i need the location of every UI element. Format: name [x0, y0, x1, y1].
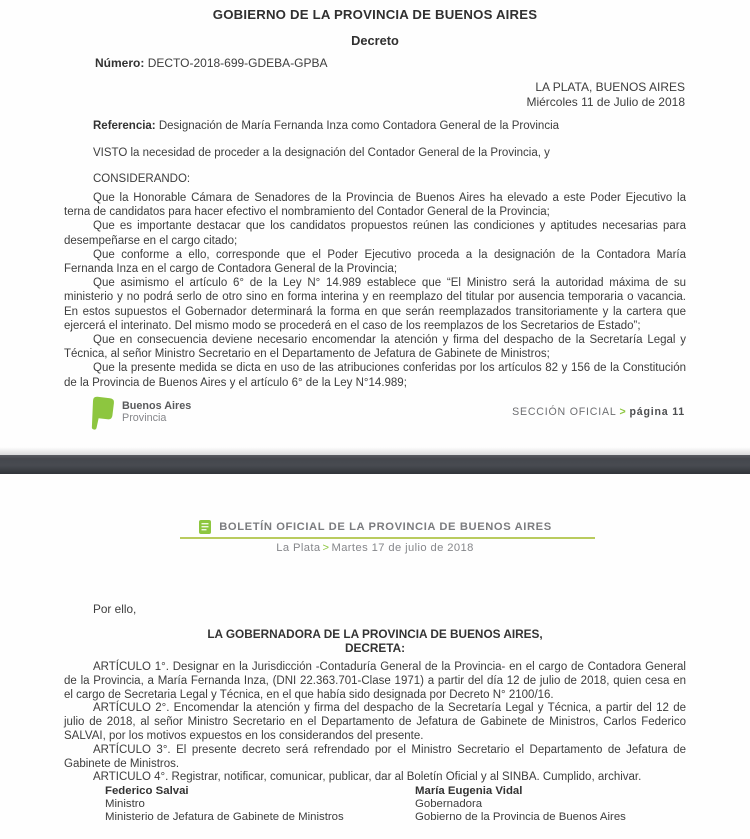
logo-text: [122, 400, 191, 424]
articles-body: [64, 661, 686, 785]
signer-org: Gobierno de la Provincia de Buenos Aires: [415, 811, 626, 823]
place-date-block: [526, 80, 685, 110]
decreta-line2: DECRETA:: [344, 641, 406, 655]
page1-bottom-shadow: [0, 447, 750, 455]
article-paragraph: ARTÍCULO 3°. El presente decreto será refrendado por el Ministro Secretario el Departamento de Jefatura de Gabinete de Ministros.: [64, 743, 686, 770]
boletin-green-rule: [180, 537, 595, 539]
considerando-paragraph: Que es importante destacar que los candidatos propuestos reúnen las condiciones y aptitudes necesarias para desempeñarse en el cargo citado;: [64, 220, 686, 247]
decree-subtitle: Decreto: [351, 33, 399, 48]
chevron-separator: >: [322, 542, 330, 554]
section-page-indicator: [512, 406, 685, 418]
considerando-label: CONSIDERANDO:: [93, 173, 191, 185]
page1-footer: [0, 393, 750, 438]
decree-page-2: [0, 474, 750, 839]
signer-role: Ministro: [105, 798, 145, 810]
signer-name: María Eugenia Vidal: [415, 785, 523, 797]
reference-label: Referencia:: [93, 120, 156, 132]
decreta-heading: [0, 627, 750, 655]
page-title: GOBIERNO DE LA PROVINCIA DE BUENOS AIRES: [212, 7, 538, 22]
reference-text: Designación de María Fernanda Inza como Contadora General de la Provincia: [158, 120, 560, 132]
decreta-line1: LA GOBERNADORA DE LA PROVINCIA DE BUENOS AIRES,: [207, 627, 543, 641]
flag-icon: [88, 394, 116, 432]
signature-block-governor: [415, 785, 626, 824]
considerando-paragraph: Que la presente medida se dicta en uso de las atribuciones conferidas por los artículos 82 y 156 de la Constitución de la Provincia de Buenos Aires y el artículo 6° de la Ley N°14.989;: [64, 362, 686, 389]
boletin-date: Martes 17 de julio de 2018: [331, 542, 474, 554]
decree-body: [64, 119, 686, 390]
page-separator-bar: [0, 455, 750, 474]
boletin-dateline: [0, 542, 750, 554]
considerando-paragraph: Que conforme a ello, corresponde que el Poder Ejecutivo proceda a la designación de la Contadora María Fernanda Inza en el cargo de Contadora General de la Provincia;: [64, 248, 686, 276]
article-paragraph: ARTICULO 4°. Registrar, notificar, comunicar, publicar, dar al Boletín Oficial y al SINBA. Cumplido, archivar.: [93, 771, 642, 784]
reference-line: [64, 119, 686, 134]
section-label: SECCIÓN OFICIAL: [512, 406, 617, 418]
chevron-separator: >: [619, 406, 627, 418]
signer-org: Ministerio de Jefatura de Gabinete de Ministros: [105, 811, 344, 823]
boletin-title: BOLETÍN OFICIAL DE LA PROVINCIA DE BUENOS AIRES: [219, 521, 552, 533]
signer-role: Gobernadora: [415, 798, 483, 810]
signature-block-minister: [105, 785, 344, 824]
logo-subtitle: Provincia: [122, 412, 167, 424]
signer-name: Federico Salvai: [105, 785, 189, 797]
considerando-paragraph: Que la Honorable Cámara de Senadores de la Provincia de Buenos Aires ha elevado a este Poder Ejecutivo la terna de candidatos para hacer efectivo el nombramiento del Contador General de la Provincia;: [64, 192, 686, 219]
considerando-paragraph: Que asimismo el artículo 6° de la Ley N° 14.989 establece que “El Ministro será la autoridad máxima de su ministerio y no podrá serlo de otro sino en forma interina y en reemplazo del titular por ausencia temporaria o vacancia. En estos supuestos el Gobernador determinará la forma en que serán reemplazados transitoriamente y la cartera que ejercerá el interinato. Del mismo modo se procederá en el caso de los reemplazos de los Secretarios de Estado”;: [64, 277, 686, 332]
page-number: página 11: [629, 406, 685, 418]
por-ello-line: Por ello,: [93, 602, 137, 616]
considerando-paragraph: Que en consecuencia deviene necesario encomendar la atención y firma del despacho de la Secretaría Legal y Técnica, al señor Ministro Secretario en el Departamento de Jefatura de Gabinete de Ministros;: [64, 334, 686, 361]
place-line: LA PLATA, BUENOS AIRES: [535, 80, 685, 94]
article-paragraph: ARTÍCULO 1°. Designar en la Jurisdicción -Contaduría General de la Provincia- en el cargo de Contadora General de la Provincia, a María Fernanda Inza, (DNI 22.363.701-Clase 1971) a partir del día 12 de julio de 2018, quien cesa en el cargo de Secretaria Legal y Técnica, en el que había sido designada por Decreto N° 2100/16.: [64, 661, 686, 701]
visto-line: VISTO la necesidad de proceder a la designación del Contador General de la Provincia, y: [93, 147, 550, 159]
boletin-booklet-icon: [198, 519, 212, 535]
date-line: Miércoles 11 de Julio de 2018: [526, 95, 685, 109]
boletin-place: La Plata: [276, 542, 321, 554]
decree-number-value: DECTO-2018-699-GDEBA-GPBA: [147, 56, 328, 70]
boletin-header: [0, 519, 750, 535]
decree-number: [95, 56, 328, 70]
article-paragraph: ARTÍCULO 2°. Encomendar la atención y firma del despacho de la Secretaría Legal y Técnica, a partir del 12 de julio de 2018, al señor Ministro Secretario en el Departamento de Jefatura de Gabinete de Ministros, Carlos Federico SALVAI, por los motivos expuestos en los considerandos del presente.: [64, 702, 686, 742]
logo-title: Buenos Aires: [122, 400, 192, 412]
decree-number-label: Número:: [95, 56, 145, 70]
